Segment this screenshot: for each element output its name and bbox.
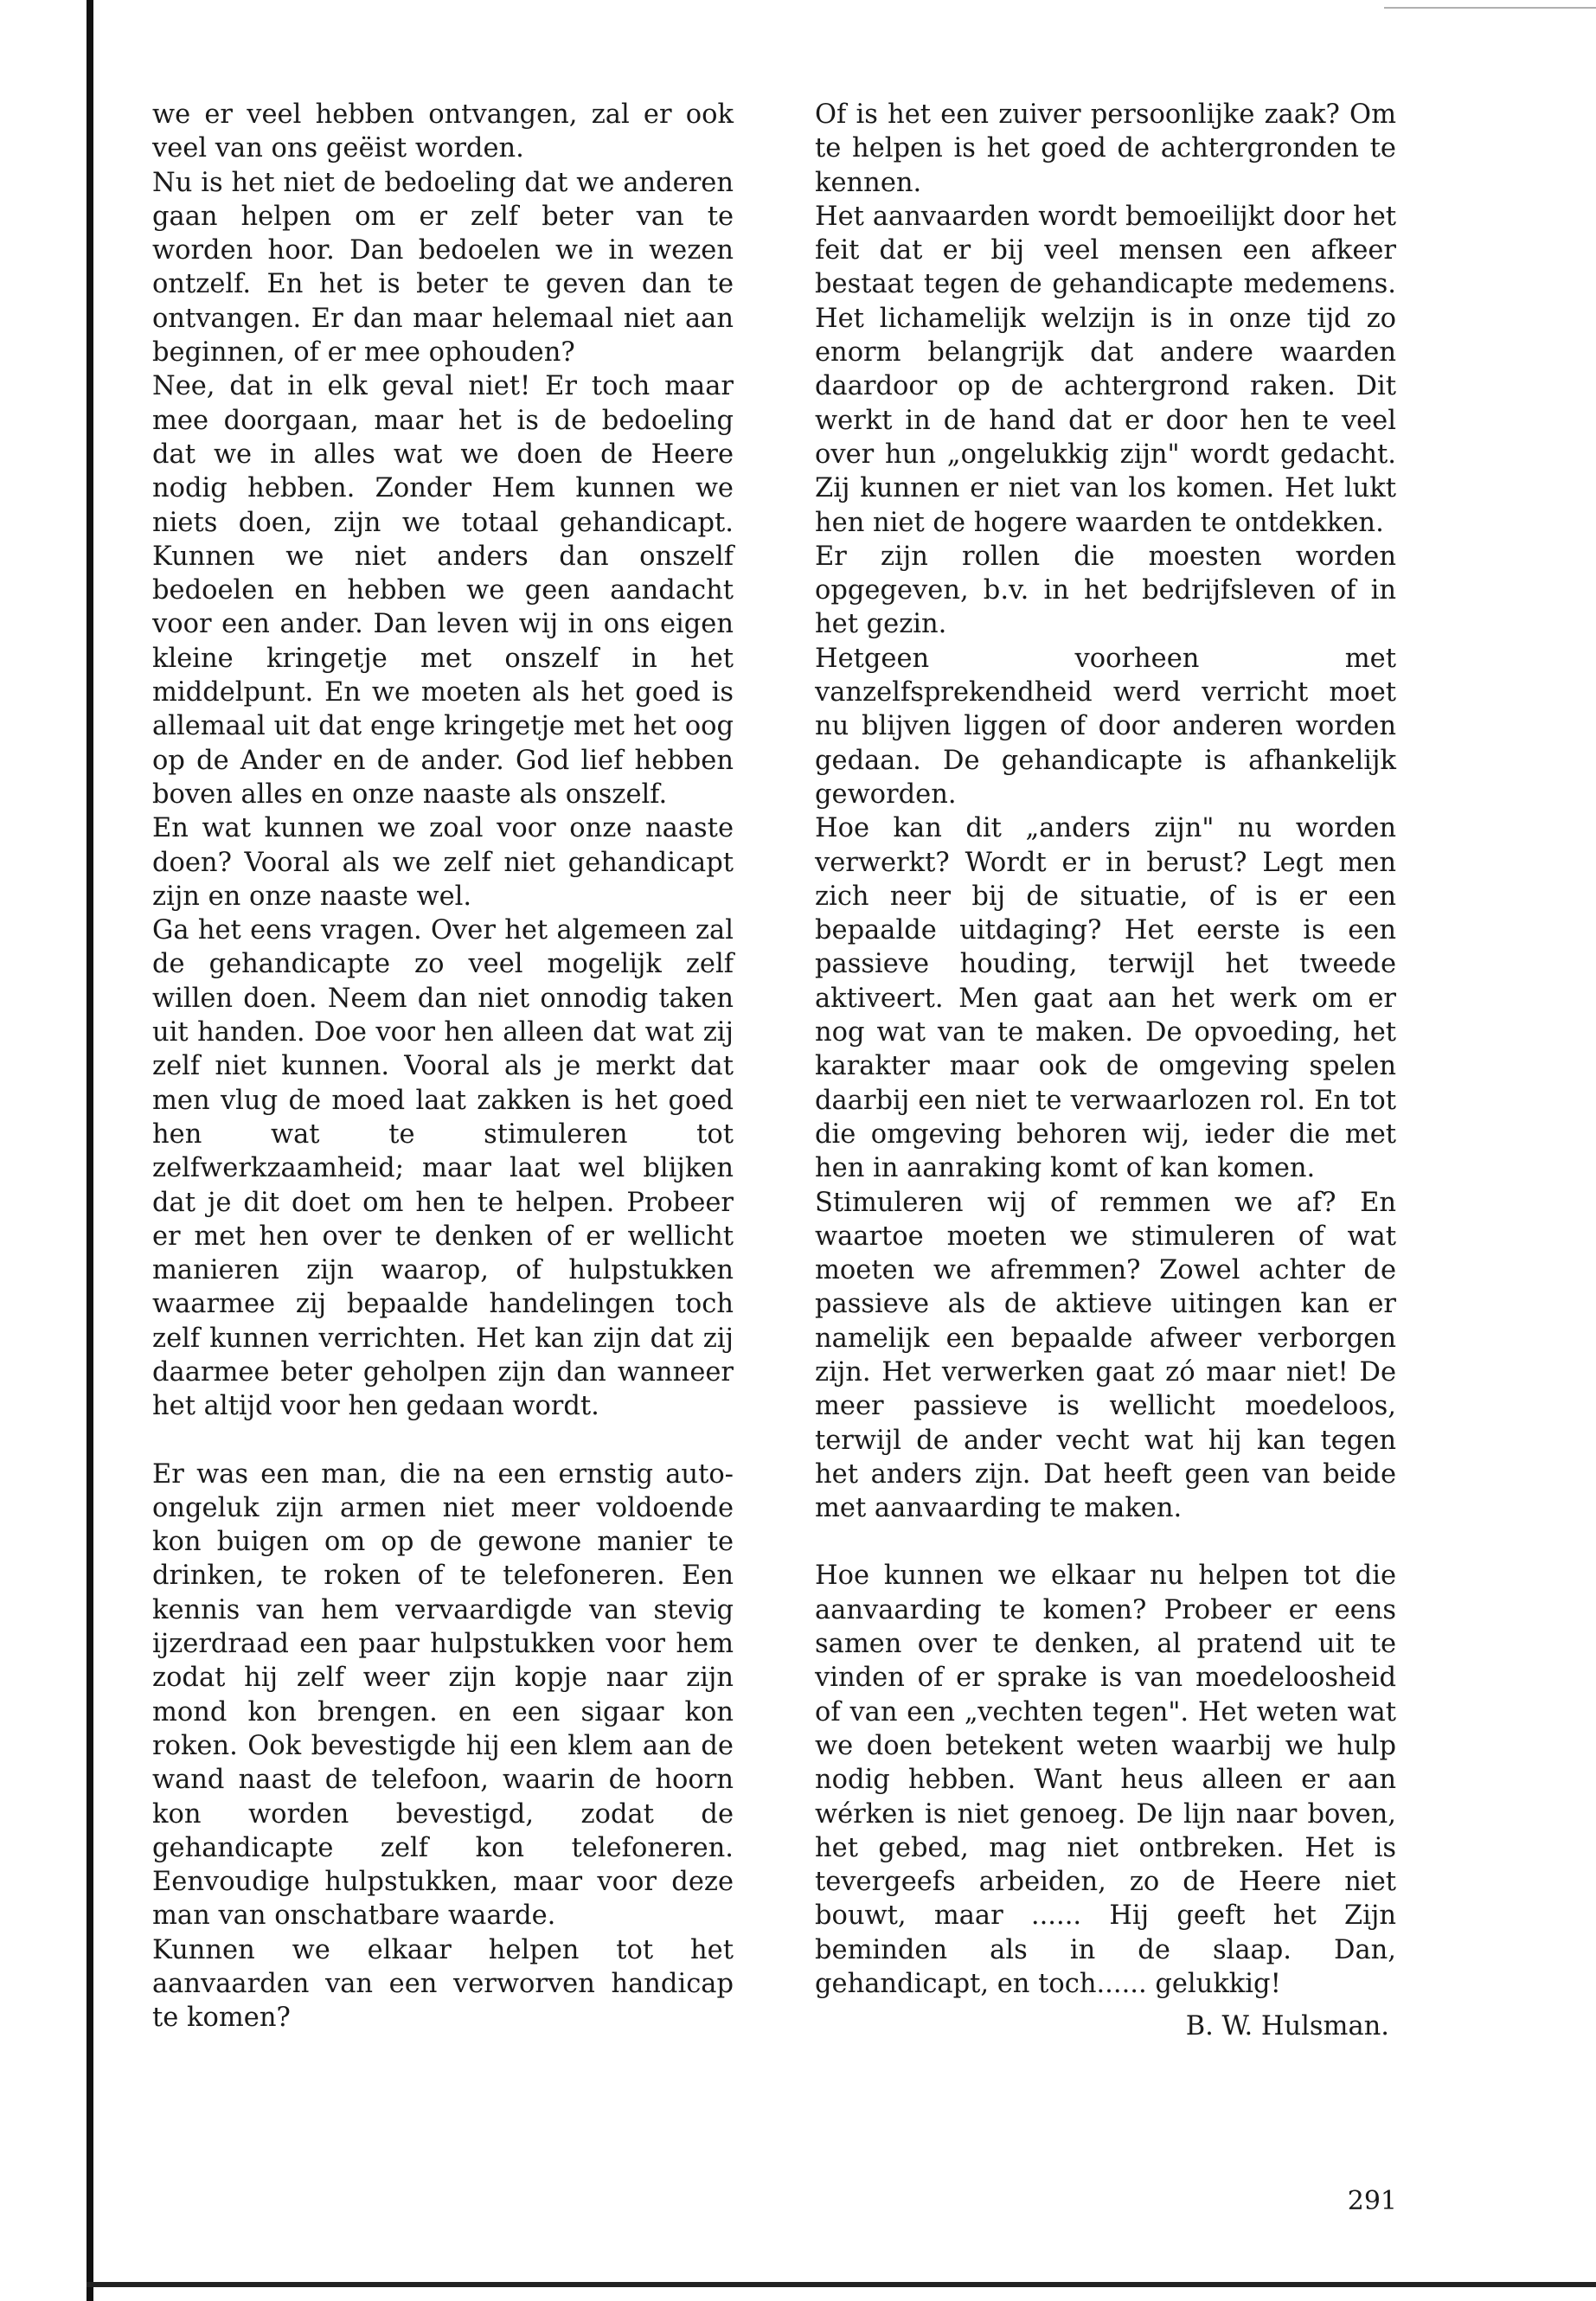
right-paragraph-3: Er zijn rollen die moesten worden opgegeven, b.v. in het bedrijfsleven of in het gezin. [815,541,1396,640]
paragraph-gap [815,1525,1396,1559]
right-paragraph-7: Hoe kunnen we elkaar nu helpen tot die aanvaarding te komen? Probeer er eens samen over te denken, al pratend uit te vinden of er sprake is van moedeloosheid of van een „vechten tegen". Het weten wat we doen betekent weten waarbij we hulp nodig hebben. Want heus alleen er aan wérken is niet genoeg. De lijn naar boven, het gebed, mag niet ontbreken. Het is tevergeefs arbeiden, zo de Heere niet bouwt, maar ...... Hij geeft het Zijn beminden als in de slaap. Dan, gehandicapt, en toch...... gelukkig! [815,1561,1396,2000]
left-paragraph-7: Kunnen we elkaar helpen tot het aanvaarden van een verworven handicap te komen? [152,1934,734,2034]
left-paragraph-6: Er was een man, die na een ernstig auto-ongeluk zijn armen niet meer voldoende kon buigen om op de gewone manier te drinken, te roken of te telefoneren. Een kennis van hem vervaardigde van stevig ijzerdraad een paar hulpstukken voor hem zodat hij zelf weer zijn kopje naar zijn mond kon brengen. en een sigaar kon roken. Ook bevestigde hij een klem aan de wand naast de telefoon, waarin de hoorn kon worden bevestigd, zodat de gehandicapte zelf kon telefoneren. Eenvoudige hulpstukken, maar voor deze man van onschatbare waarde. [152,1458,734,1932]
right-paragraph-4: Hetgeen voorheen met vanzelfsprekendheid werd verricht moet nu blijven liggen of door anderen worden gedaan. De gehandicapte is afhankelijk geworden. [815,643,1396,810]
right-column [815,98,1396,2044]
right-paragraph-1: Of is het een zuiver persoonlijke zaak? Om te helpen is het goed de achtergronden te kennen. [815,99,1396,198]
page-bottom-edge [87,2282,1596,2287]
left-paragraph-5: Ga het eens vragen. Over het algemeen zal de gehandicapte zo veel mogelijk zelf willen doen. Neem dan niet onnodig taken uit handen. Doe voor hen alleen dat wat zij zelf niet kunnen. Vooral als je merkt dat men vlug de moed laat zakken is het goed hen wat te stimuleren tot zelfwerkzaamheid; maar laat wel blijken dat je dit doet om hen te helpen. Probeer er met hen over te denken of er wellicht manieren zijn waarop, of hulpstukken waarmee zij bepaalde handelingen toch zelf kunnen verrichten. Het kan zijn dat zij daarmee beter geholpen zijn dan wanneer het altijd voor hen gedaan wordt. [152,915,734,1422]
right-paragraph-6: Stimuleren wij of remmen we af? En waartoe moeten we stimuleren of wat moeten we afremmen? Zowel achter de passieve als de aktieve uitingen kan er namelijk een bepaalde afweer verborgen zijn. Het verwerken gaat zó maar niet! De meer passieve is wellicht moedeloos, terwijl de ander vecht wat hij kan tegen het anders zijn. Dat heeft geen van beide met aanvaarding te maken. [815,1187,1396,1524]
left-paragraph-1: we er veel hebben ontvangen, zal er ook veel van ons geëist worden. [152,99,734,164]
left-paragraph-4: En wat kunnen we zoal voor onze naaste doen? Vooral als we zelf niet gehandicapt zijn en onze naaste wel. [152,813,734,912]
scan-margin [0,0,87,2301]
author-signature: B. W. Hulsman. [1185,2011,1389,2042]
right-paragraph-5: Hoe kan dit „anders zijn" nu worden verwerkt? Wordt er in berust? Legt men zich neer bij de situatie, of is er een bepaalde uitdaging? Het eerste is een passieve houding, terwijl het tweede aktiveert. Men gaat aan het werk om er nog wat van te maken. De opvoeding, het karakter maar ook de omgeving spelen daarbij een niet te verwaarlozen rol. En tot die omgeving behoren wij, ieder die met hen in aanraking komt of kan komen. [815,813,1396,1184]
right-paragraph-2: Het aanvaarden wordt bemoeilijkt door het feit dat er bij veel mensen een afkeer bestaat tegen de gehandicapte medemens. Het lichamelijk welzijn is in onze tijd zo enorm belangrijk dat andere waarden daardoor op de achtergrond raken. Dit werkt in de hand dat er door hen te veel over hun „ongelukkig zijn" wordt gedacht. Zij kunnen er niet van los komen. Het lukt hen niet de hogere waarden te ontdekken. [815,201,1396,538]
left-paragraph-2: Nu is het niet de bedoeling dat we anderen gaan helpen om er zelf beter van te worden hoor. Dan bedoelen we in wezen ontzelf. En het is beter te geven dan te ontvangen. Er dan maar helemaal niet aan beginnen, of er mee ophouden? [152,167,734,369]
left-column [152,98,734,2035]
page-number: 291 [1347,2186,1397,2216]
paragraph-gap [152,1424,734,1458]
left-paragraph-3: Nee, dat in elk geval niet! Er toch maar mee doorgaan, maar het is de bedoeling dat we in alles wat we doen de Heere nodig hebben. Zonder Hem kunnen we niets doen, zijn we totaal gehandicapt. Kunnen we niet anders dan onszelf bedoelen en hebben we geen aandacht voor een ander. Dan leven wij in ons eigen kleine kringetje met onszelf in het middelpunt. En we moeten als het goed is allemaal uit dat enge kringetje met het oog op de Ander en de ander. God lief hebben boven alles en onze naaste als onszelf. [152,371,734,810]
top-edge-rule [1384,7,1596,9]
binding-edge-line [87,0,93,2301]
